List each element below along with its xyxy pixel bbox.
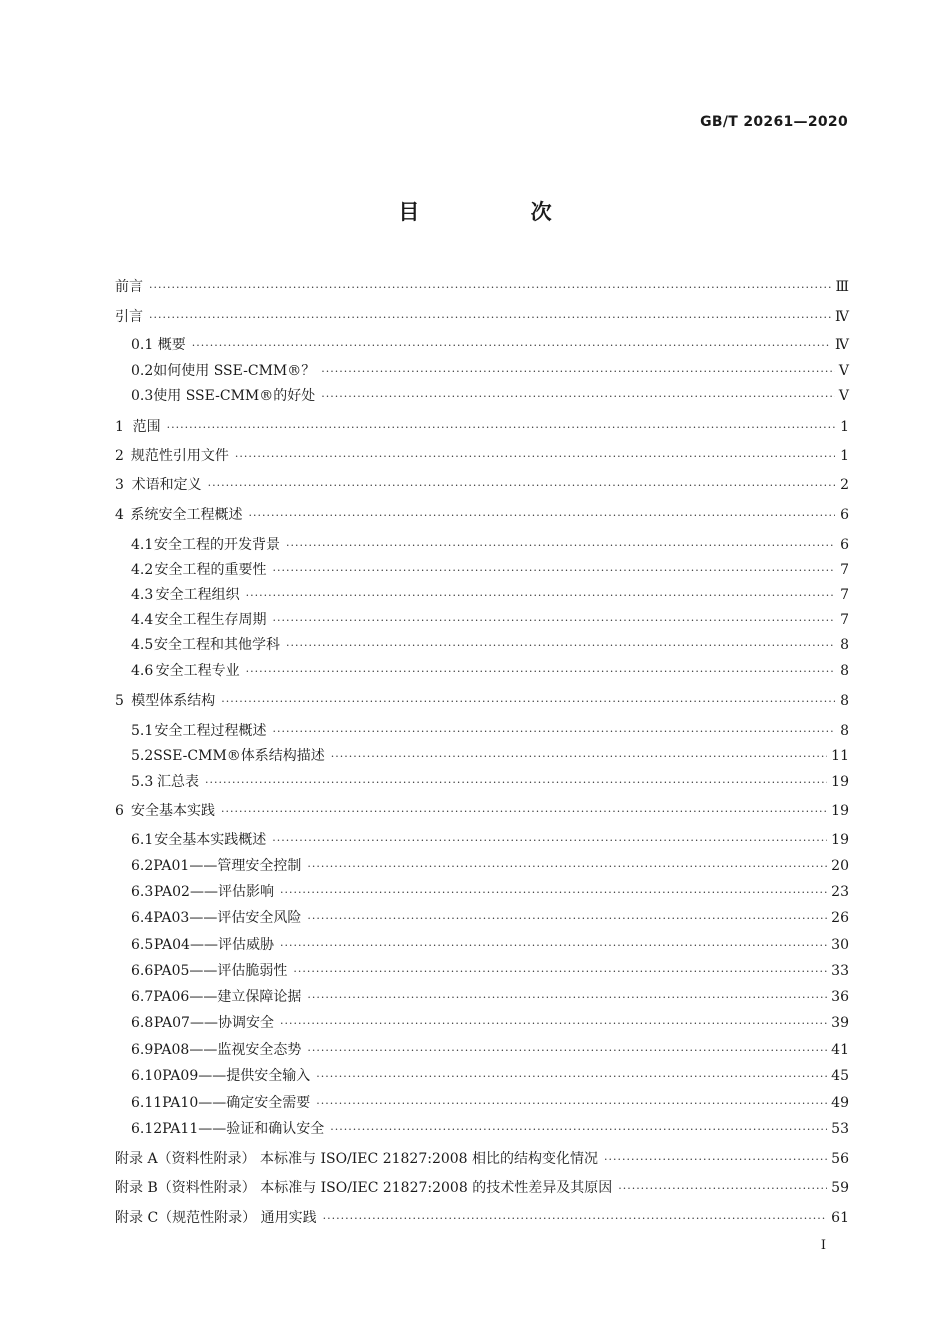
toc-leader-dots [208, 479, 835, 492]
toc-entry-number: 6.8 [131, 1015, 154, 1031]
toc-entry-page: 49 [831, 1095, 849, 1111]
toc-leader-dots [273, 564, 835, 577]
toc-entry-label: 安全基本实践 [131, 803, 216, 819]
toc-entry[interactable] [115, 881, 849, 901]
toc-entry-label: 范围 [132, 419, 161, 435]
toc-entry[interactable] [115, 1148, 849, 1168]
toc-entry-number: 6.5 [131, 937, 154, 953]
toc-entry-number: 6.11 [131, 1095, 163, 1111]
toc-leader-dots [235, 450, 835, 463]
toc-entry-number: 6.10 [131, 1068, 163, 1084]
toc-entry[interactable] [115, 986, 849, 1006]
toc-entry-page: 8 [840, 723, 849, 739]
toc-entry-label: SSE-CMM®体系结构描述 [153, 748, 325, 764]
toc-entry-number: 6.12 [131, 1121, 163, 1137]
toc-entry-label: 使用 SSE-CMM®的好处 [153, 388, 316, 404]
toc-entry[interactable] [115, 1177, 849, 1197]
toc-entry[interactable] [115, 445, 849, 465]
toc-leader-dots [307, 860, 827, 873]
toc-entry-number: 6.1 [131, 832, 154, 848]
toc-entry-number: 4.4 [131, 612, 154, 628]
toc-entry-label: PA04——评估威胁 [153, 937, 274, 953]
toc-entry-number: 5.3 [131, 774, 154, 790]
toc-entry-label: PA03——评估安全风险 [153, 910, 302, 926]
toc-entry[interactable] [115, 800, 849, 820]
toc-leader-dots [167, 421, 835, 434]
toc-entry[interactable] [115, 385, 849, 405]
toc-entry[interactable] [115, 559, 849, 579]
toc-entry-number: 5.2 [131, 748, 154, 764]
toc-entry-label: 汇总表 [157, 774, 200, 790]
toc-entry-label: 引言 [115, 309, 143, 325]
toc-entry[interactable] [115, 829, 849, 849]
toc-leader-dots [221, 695, 835, 708]
toc-entry-page: 30 [831, 937, 849, 953]
toc-entry-number: 4.3 [131, 587, 154, 603]
toc-entry-number: 2 [115, 448, 124, 464]
toc-entry-number: 6.4 [131, 910, 154, 926]
toc-entry-label: PA09——提供安全输入 [162, 1068, 311, 1084]
toc-entry-label: PA08——监视安全态势 [153, 1042, 302, 1058]
toc-entry-number: 4 [115, 507, 124, 523]
toc-entry[interactable] [115, 960, 849, 980]
toc-entry-label: PA07——协调安全 [153, 1015, 274, 1031]
toc-entry[interactable] [115, 907, 849, 927]
toc-entry[interactable] [115, 334, 849, 354]
toc-entry[interactable] [115, 720, 849, 740]
toc-entry[interactable] [115, 474, 849, 494]
toc-entry-number: 4.5 [131, 637, 154, 653]
toc-entry[interactable] [115, 584, 849, 604]
toc-entry-label: 如何使用 SSE-CMM®？ [153, 363, 316, 379]
toc-entry-number: 0.1 [131, 337, 154, 353]
toc-leader-dots [280, 886, 827, 899]
toc-entry-label: 安全工程生存周期 [154, 612, 267, 628]
toc-leader-dots [280, 939, 827, 952]
toc-entry-label: 概要 [157, 337, 186, 353]
toc-entry-number: 0.3 [131, 388, 154, 404]
toc-entry[interactable] [115, 1207, 849, 1227]
toc-entry[interactable] [115, 534, 849, 554]
toc-leader-dots [273, 614, 835, 627]
toc-entry-label: 模型体系结构 [131, 693, 216, 709]
toc-entry-page: 2 [840, 477, 849, 493]
toc-entry-page: 45 [831, 1068, 849, 1084]
toc-entry-page: 20 [831, 858, 849, 874]
toc-entry-label: 前言 [115, 279, 143, 295]
toc-leader-dots [316, 1097, 827, 1110]
toc-entry-page: 36 [831, 989, 849, 1005]
toc-entry[interactable] [115, 276, 849, 296]
toc-entry[interactable] [115, 416, 849, 436]
toc-leader-dots [331, 750, 827, 763]
toc-leader-dots [321, 365, 835, 378]
toc-entry-label: PA06——建立保障论据 [153, 989, 302, 1005]
toc-entry-label: PA01——管理安全控制 [153, 858, 302, 874]
toc-entry-page: 11 [831, 748, 849, 764]
toc-leader-dots [149, 281, 831, 294]
page-number: I [820, 1238, 826, 1253]
toc-leader-dots [604, 1153, 827, 1166]
toc-leader-dots [286, 639, 835, 652]
toc-entry[interactable] [115, 855, 849, 875]
toc-entry[interactable] [115, 504, 849, 524]
toc-entry[interactable] [115, 609, 849, 629]
toc-entry[interactable] [115, 634, 849, 654]
toc-entry[interactable] [115, 360, 849, 380]
toc-leader-dots [286, 539, 835, 552]
toc-leader-dots [192, 339, 831, 352]
toc-entry[interactable] [115, 1092, 849, 1112]
toc-leader-dots [246, 589, 835, 602]
toc-entry-page: 19 [831, 774, 849, 790]
toc-entry-page: 7 [840, 587, 849, 603]
toc-entry[interactable] [115, 934, 849, 954]
toc-entry[interactable] [115, 1118, 849, 1138]
toc-entry[interactable] [115, 771, 849, 791]
page-title: 目 次 [398, 199, 604, 224]
toc-entry-number: 1 [115, 419, 124, 435]
toc-leader-dots [307, 991, 827, 1004]
toc-entry-page: 6 [840, 507, 849, 523]
toc-entry-page: 61 [831, 1210, 849, 1226]
toc-entry-label: 附录 B（资料性附录） 本标准与 ISO/IEC 21827:2008 的技术性差异及其原因 [115, 1180, 613, 1196]
toc-entry-number: 4.1 [131, 537, 154, 553]
toc-entry-label: PA02——评估影响 [153, 884, 274, 900]
toc-entry-page: 7 [840, 562, 849, 578]
toc-leader-dots [205, 776, 827, 789]
toc-entry-number: 5 [115, 693, 124, 709]
toc-leader-dots [330, 1123, 827, 1136]
toc-entry-page: 26 [831, 910, 849, 926]
toc-entry-label: 规范性引用文件 [130, 448, 229, 464]
toc-leader-dots [280, 1017, 827, 1030]
toc-entry-page: Ⅳ [835, 309, 849, 325]
toc-leader-dots [293, 965, 827, 978]
toc-leader-dots [246, 665, 835, 678]
toc-entry-page: Ⅴ [838, 388, 849, 404]
toc-entry-label: PA05——评估脆弱性 [153, 963, 288, 979]
toc-entry[interactable] [115, 1065, 849, 1085]
toc-entry-page: 7 [840, 612, 849, 628]
toc-leader-dots [149, 311, 831, 324]
toc-leader-dots [273, 725, 835, 738]
toc-entry-number: 6.2 [131, 858, 154, 874]
toc-entry-label: 安全工程组织 [155, 587, 240, 603]
toc-entry-number: 6 [115, 803, 124, 819]
toc-entry-page: 39 [831, 1015, 849, 1031]
toc-entry-label: 附录 A（资料性附录） 本标准与 ISO/IEC 21827:2008 相比的结构变化情况 [115, 1151, 599, 1167]
toc-entry[interactable] [115, 306, 849, 326]
toc-entry-label: 安全工程的重要性 [154, 562, 267, 578]
toc-entry[interactable] [115, 690, 849, 710]
toc-entry[interactable] [115, 745, 849, 765]
toc-entry-page: 1 [840, 448, 849, 464]
standard-number: GB/T 20261—2020 [700, 114, 848, 130]
toc-entry-page: 19 [831, 803, 849, 819]
toc-entry-page: Ⅲ [835, 279, 849, 295]
toc-entry-label: PA10——确定安全需要 [162, 1095, 311, 1111]
toc-entry-page: Ⅳ [835, 337, 849, 353]
toc-leader-dots [307, 1044, 827, 1057]
toc-entry-number: 4.2 [131, 562, 154, 578]
toc-entry-label: 附录 C（规范性附录） 通用实践 [115, 1210, 317, 1226]
toc-leader-dots [316, 1070, 827, 1083]
toc-entry-page: 59 [831, 1180, 849, 1196]
toc-entry-number: 3 [115, 477, 124, 493]
toc-entry-label: 安全基本实践概述 [154, 832, 267, 848]
toc-entry-label: 安全工程和其他学科 [153, 637, 280, 653]
toc-entry-label: 安全工程的开发背景 [153, 537, 280, 553]
toc-entry-number: 6.7 [131, 989, 154, 1005]
toc-entry-number: 6.3 [131, 884, 154, 900]
toc-entry-page: 41 [831, 1042, 849, 1058]
toc-entry[interactable] [115, 1039, 849, 1059]
toc-entry-number: 6.9 [131, 1042, 154, 1058]
toc-entry-page: 8 [840, 663, 849, 679]
toc-leader-dots [618, 1182, 827, 1195]
toc-leader-dots [249, 509, 836, 522]
toc-leader-dots [221, 805, 827, 818]
toc-entry[interactable] [115, 660, 849, 680]
toc-entry-page: 53 [831, 1121, 849, 1137]
toc-leader-dots [307, 912, 827, 925]
toc-entry-label: 安全工程过程概述 [154, 723, 267, 739]
toc-leader-dots [321, 390, 835, 403]
toc-entry-page: 19 [831, 832, 849, 848]
toc-entry-number: 6.6 [131, 963, 154, 979]
toc-entry[interactable] [115, 1012, 849, 1032]
toc-entry-page: 1 [840, 419, 849, 435]
toc-entry-page: Ⅴ [838, 363, 849, 379]
toc-entry-page: 56 [831, 1151, 849, 1167]
toc-entry-label: 术语和定义 [131, 477, 202, 493]
toc-entry-number: 4.6 [131, 663, 154, 679]
toc-entry-page: 23 [831, 884, 849, 900]
toc-leader-dots [323, 1212, 828, 1225]
toc-entry-label: PA11——验证和确认安全 [162, 1121, 325, 1137]
toc-leader-dots [272, 834, 827, 847]
toc-entry-page: 33 [831, 963, 849, 979]
toc-entry-label: 安全工程专业 [155, 663, 240, 679]
toc-entry-page: 8 [840, 693, 849, 709]
toc-entry-number: 0.2 [131, 363, 154, 379]
toc-entry-label: 系统安全工程概述 [130, 507, 243, 523]
toc-entry-page: 8 [840, 637, 849, 653]
toc-entry-page: 6 [840, 537, 849, 553]
toc-entry-number: 5.1 [131, 723, 154, 739]
